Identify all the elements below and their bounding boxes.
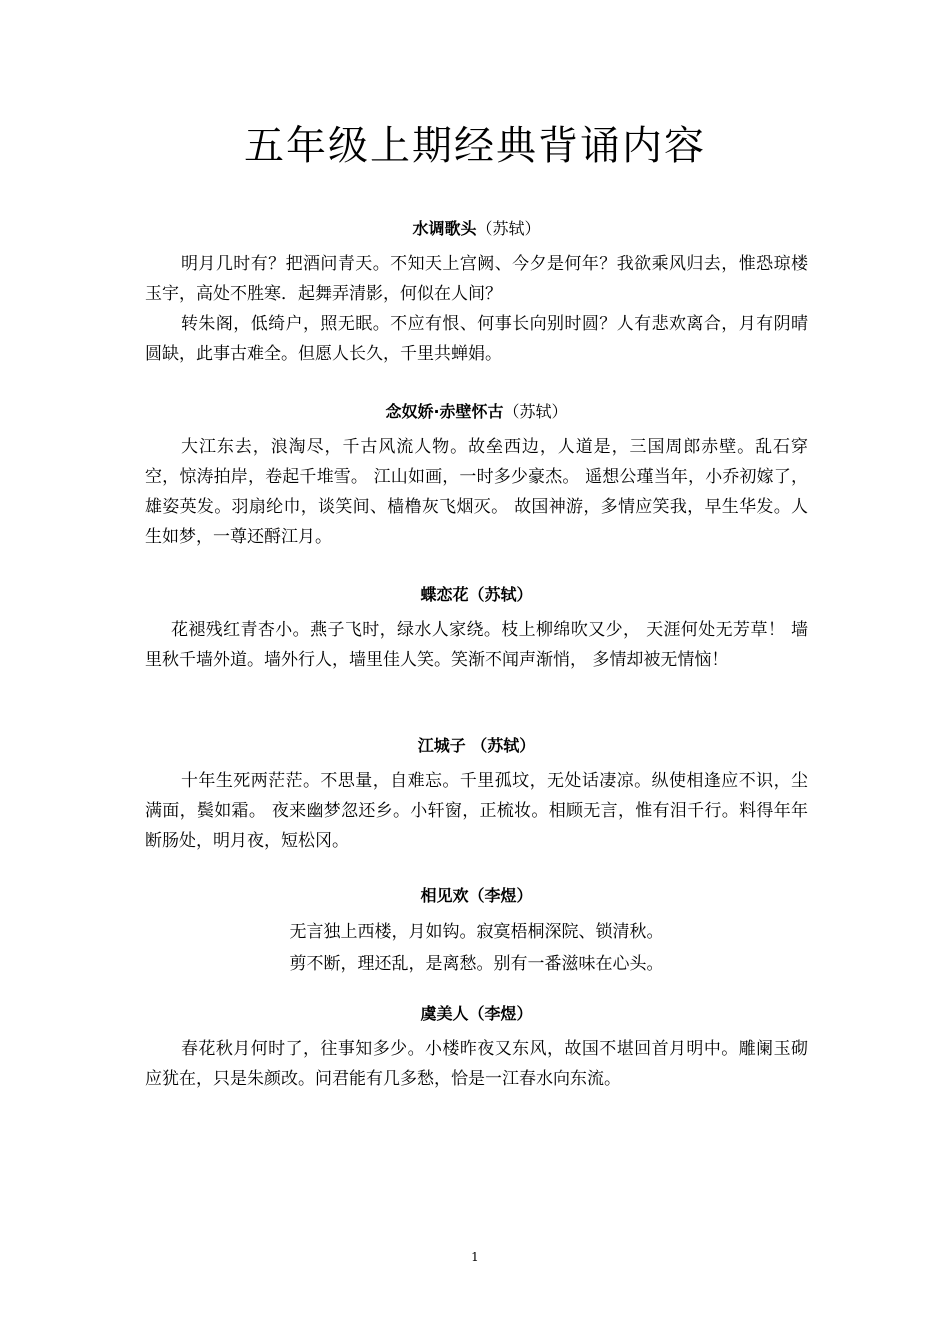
document-title: 五年级上期经典背诵内容 <box>244 123 706 169</box>
poem-niannujiao <box>145 401 808 552</box>
poem-yumeiren <box>145 1003 808 1094</box>
poem-heading <box>145 584 808 606</box>
poem-heading <box>145 735 808 757</box>
poem-paragraph: 春花秋月何时了，往事知多少。小楼昨夜又东风，故国不堪回首月明中。雕阑玉砌应犹在，只是朱颜改。问君能有几多愁，恰是一江春水向东流。 <box>145 1039 808 1089</box>
poem-heading <box>145 885 808 907</box>
poem-title: 念奴娇·赤壁怀古 <box>385 402 504 421</box>
poem-heading <box>145 1003 808 1025</box>
poem-author: （苏轼） <box>476 219 541 238</box>
poem-title: 水调歌头 <box>412 219 477 238</box>
poem-paragraph: 十年生死两茫茫。不思量，自难忘。千里孤坟，无处话凄凉。纵使相逢应不识，尘满面，鬓如霜。 夜来幽梦忽还乡。小轩窗，正梳妆。相顾无言，惟有泪千行。料得年年断肠处，明月夜，短松冈。 <box>145 771 808 851</box>
poem-paragraph: 大江东去，浪淘尽，千古风流人物。故垒西边，人道是，三国周郎赤壁。乱石穿空，惊涛拍岸，卷起千堆雪。 江山如画，一时多少豪杰。 遥想公瑾当年，小乔初嫁了，雄姿英发。羽扇纶巾，谈笑间、樯橹灰飞烟灭。 故国神游，多情应笑我，早生华发。人生如梦，一尊还酹江月。 <box>145 437 808 547</box>
poem-author: （苏轼） <box>503 402 568 421</box>
poem-line: 剪不断，理还乱，是离愁。别有一番滋味在心头。 <box>289 954 664 974</box>
poem-paragraph: 转朱阁，低绮户，照无眠。不应有恨、何事长向别时圆？人有悲欢离合，月有阴晴圆缺，此事古难全。但愿人长久，千里共蝉娟。 <box>145 314 808 364</box>
poem-heading <box>145 218 808 240</box>
poem-title: 蝶恋花（苏轼） <box>420 585 533 604</box>
poem-shuidiaogetou <box>145 218 808 369</box>
poem-heading <box>145 401 808 423</box>
poem-title: 江城子 （苏轼） <box>417 736 536 755</box>
poem-paragraph: 花褪残红青杏小。燕子飞时，绿水人家绕。枝上柳绵吹又少， 天涯何处无芳草！ 墙里秋千墙外道。墙外行人，墙里佳人笑。笑渐不闻声渐悄， 多情却被无情恼！ <box>145 620 808 670</box>
poem-jiangchengzi <box>145 735 808 856</box>
poem-title: 相见欢（李煜） <box>420 886 533 905</box>
poem-title: 虞美人（李煜） <box>420 1004 533 1023</box>
poem-paragraph: 明月几时有？把酒问青天。不知天上宫阙、今夕是何年？我欲乘风归去，惟恐琼楼玉宇，高处不胜寒．起舞弄清影，何似在人间？ <box>145 254 808 304</box>
page-number: 1 <box>471 1250 479 1264</box>
poem-xiangjianhuan <box>145 885 808 980</box>
poem-line: 无言独上西楼，月如钩。寂寞梧桐深院、锁清秋。 <box>289 922 664 942</box>
poem-dielianhua <box>145 584 808 675</box>
